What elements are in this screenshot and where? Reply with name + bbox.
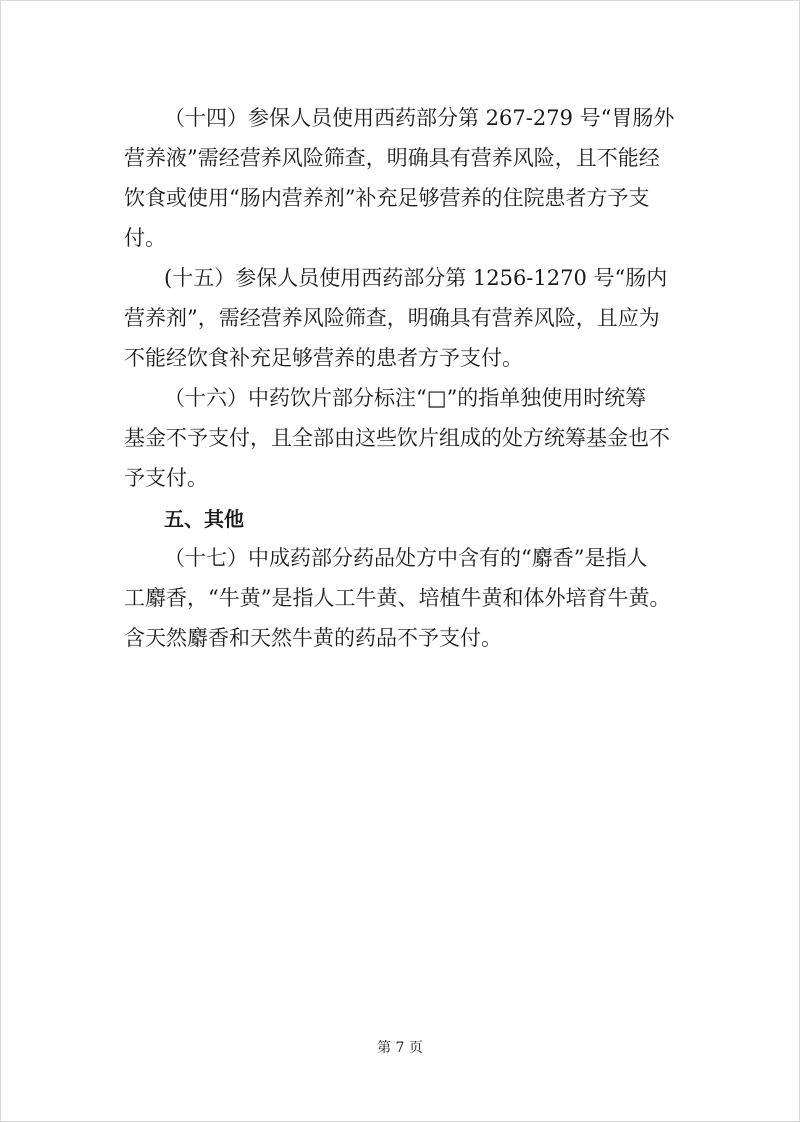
paragraph-14-line-3: 饮食或使用“肠内营养剂”补充足够营养的住院患者方予支 bbox=[124, 186, 650, 210]
paragraph-14-line-1: （十四）参保人员使用西药部分第 267-279 号“胃肠外 bbox=[164, 106, 675, 130]
paragraph-15-line-2: 营养剂”，需经营养风险筛查，明确具有营养风险，且应为 bbox=[124, 306, 660, 330]
paragraph-16-line-1: （十六）中药饮片部分标注“□”的指单独使用时统筹 bbox=[164, 386, 647, 410]
paragraph-17-line-1: （十七）中成药部分药品处方中含有的“麝香”是指人 bbox=[164, 546, 648, 570]
page-number: 第 7 页 bbox=[377, 1040, 423, 1056]
paragraph-15-line-1: (十五）参保人员使用西药部分第 1256-1270 号“肠内 bbox=[164, 266, 668, 290]
paragraph-15-line-3: 不能经饮食补充足够营养的患者方予支付。 bbox=[124, 346, 523, 370]
paragraph-17-line-3: 含天然麝香和天然牛黄的药品不予支付。 bbox=[124, 626, 502, 650]
section-heading: 五、其他 bbox=[164, 507, 244, 531]
paragraph-16-line-3: 予支付。 bbox=[124, 466, 208, 490]
paragraph-14-line-2: 营养液”需经营养风险筛查，明确具有营养风险，且不能经 bbox=[124, 146, 660, 170]
paragraph-17-line-2: 工麝香，“牛黄”是指人工牛黄、培植牛黄和体外培育牛黄。 bbox=[124, 586, 671, 610]
paragraph-16-line-2: 基金不予支付，且全部由这些饮片组成的处方统筹基金也不 bbox=[124, 426, 670, 450]
paragraph-14-line-4: 付。 bbox=[124, 226, 166, 250]
